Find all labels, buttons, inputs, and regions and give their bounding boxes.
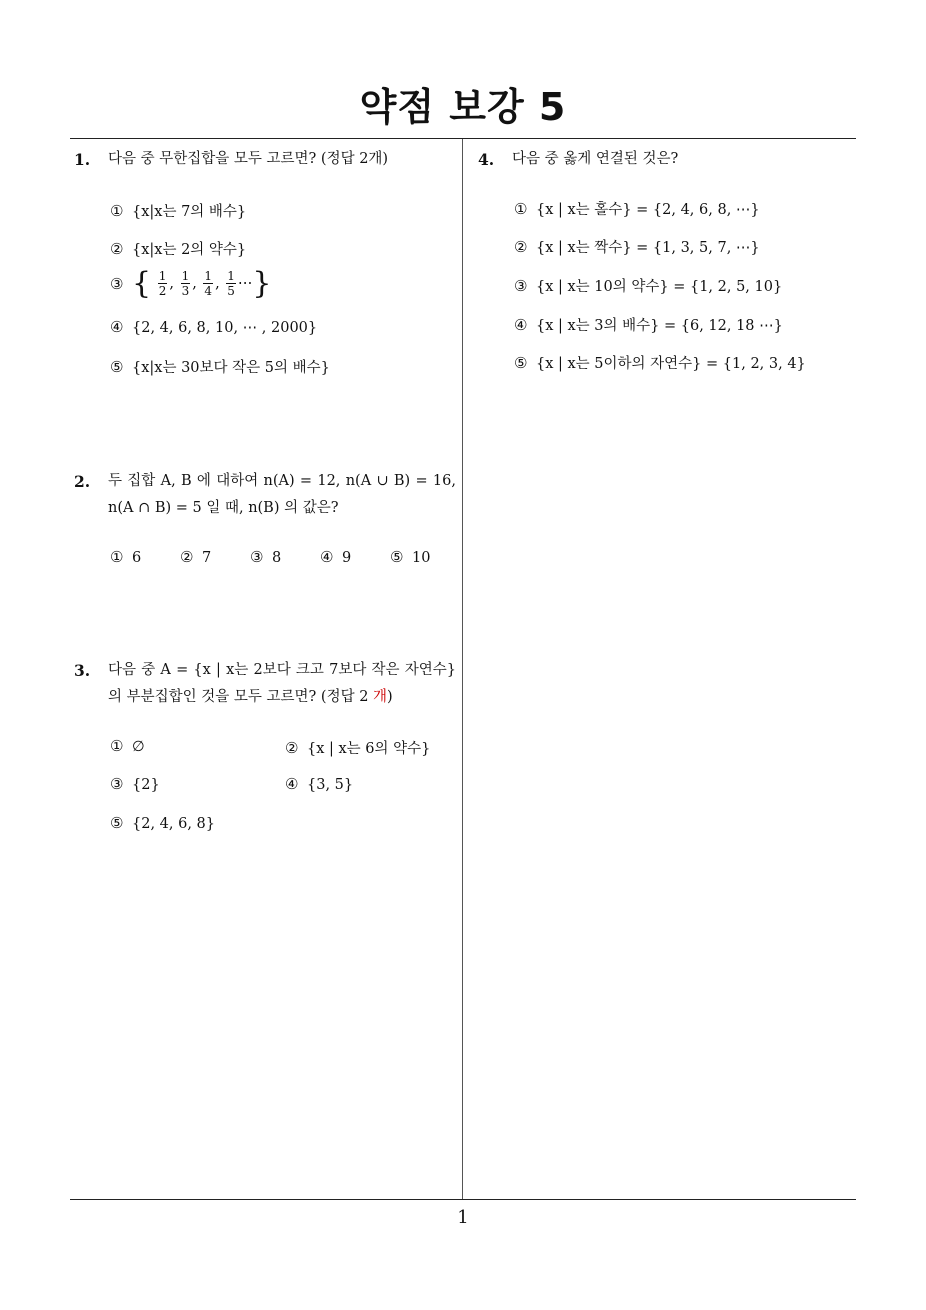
denominator: 3 bbox=[181, 284, 190, 298]
numerator: 1 bbox=[204, 269, 213, 283]
question-1 bbox=[74, 146, 458, 173]
q2-option-2[interactable] bbox=[180, 548, 211, 566]
q3-option-5[interactable] bbox=[110, 814, 215, 832]
option-mark: ⑤ bbox=[390, 548, 404, 566]
separator: , bbox=[192, 275, 197, 292]
top-rule bbox=[70, 138, 856, 139]
option-mark: ② bbox=[110, 240, 124, 258]
option-mark: ④ bbox=[110, 318, 124, 336]
question-text: 다음 중 옳게 연결된 것은? bbox=[512, 151, 679, 167]
fraction bbox=[203, 269, 213, 298]
option-mark: ④ bbox=[320, 548, 334, 566]
option-mark: ③ bbox=[250, 548, 264, 566]
option-mark: ⑤ bbox=[110, 358, 124, 376]
option-mark: ① bbox=[110, 202, 124, 220]
q1-option-3[interactable] bbox=[110, 266, 272, 301]
q3-option-4[interactable] bbox=[285, 775, 353, 793]
q2-option-5[interactable] bbox=[390, 548, 430, 566]
option-text: 8 bbox=[272, 550, 282, 566]
page-title: 약점 보강 5 bbox=[359, 85, 567, 129]
brace-close: } bbox=[252, 266, 272, 301]
fraction bbox=[158, 269, 168, 298]
question-text: 두 집합 A, B 에 대하여 n(A) = 12, n(A ∪ B) = 16, n(A ∩ B) = 5 일 때, n(B) 의 값은? bbox=[108, 473, 456, 516]
option-text: {x | x는 3의 배수} = {6, 12, 18 ⋯} bbox=[536, 318, 783, 334]
option-text: {x | x는 홀수} = {2, 4, 6, 8, ⋯} bbox=[536, 202, 760, 218]
option-text: {x | x는 5이하의 자연수} = {1, 2, 3, 4} bbox=[536, 356, 806, 372]
option-text: {x|x는 7의 배수} bbox=[132, 204, 247, 220]
option-mark: ② bbox=[180, 548, 194, 566]
q2-option-3[interactable] bbox=[250, 548, 281, 566]
option-mark: ③ bbox=[514, 277, 528, 295]
question-number: 4. bbox=[478, 150, 495, 169]
option-mark: ② bbox=[285, 739, 299, 757]
option-text: {x | x는 6의 약수} bbox=[307, 741, 431, 757]
q4-option-4[interactable] bbox=[514, 314, 783, 335]
question-3 bbox=[74, 657, 456, 711]
option-mark: ⑤ bbox=[514, 354, 528, 372]
separator: , bbox=[215, 275, 220, 292]
question-4 bbox=[478, 146, 858, 173]
option-mark: ④ bbox=[285, 775, 299, 793]
numerator: 1 bbox=[158, 269, 167, 283]
q4-option-5[interactable] bbox=[514, 352, 806, 373]
question-text: 다음 중 무한집합을 모두 고르면? (정답 2개) bbox=[108, 151, 389, 167]
separator: , bbox=[169, 275, 174, 292]
question-number: 1. bbox=[74, 150, 91, 169]
q4-option-1[interactable] bbox=[514, 198, 760, 219]
option-text: 6 bbox=[132, 550, 142, 566]
highlighted-text: 개 bbox=[373, 689, 388, 705]
denominator: 5 bbox=[227, 284, 235, 298]
option-mark: ① bbox=[110, 548, 124, 566]
denominator: 2 bbox=[158, 284, 167, 298]
option-text: {x|x는 2의 약수} bbox=[132, 242, 247, 258]
q2-option-4[interactable] bbox=[320, 548, 351, 566]
q1-option-4[interactable] bbox=[110, 318, 317, 336]
option-mark: ① bbox=[514, 200, 528, 218]
option-mark: ② bbox=[514, 238, 528, 256]
q1-option-2[interactable] bbox=[110, 238, 246, 259]
question-text-end: ) bbox=[387, 689, 393, 705]
q3-option-3[interactable] bbox=[110, 775, 160, 793]
fraction bbox=[181, 269, 191, 298]
q4-option-3[interactable] bbox=[514, 275, 782, 296]
column-divider bbox=[462, 139, 463, 1200]
fraction bbox=[226, 269, 236, 298]
option-mark: ③ bbox=[110, 274, 124, 293]
option-mark: ③ bbox=[110, 775, 124, 793]
q3-option-1[interactable] bbox=[110, 737, 145, 755]
option-text: {2, 4, 6, 8, 10, ⋯ , 2000} bbox=[132, 320, 318, 336]
option-mark: ① bbox=[110, 737, 124, 755]
option-text: ∅ bbox=[132, 739, 145, 755]
option-mark: ⑤ bbox=[110, 814, 124, 832]
option-text: 9 bbox=[342, 550, 352, 566]
brace-open: { bbox=[132, 266, 152, 301]
question-text-main: 다음 중 A = {x | x는 2보다 크고 7보다 작은 자연수} 의 부분집합인 것을 모두 고르면? (정답 2 bbox=[108, 662, 456, 705]
option-text: 7 bbox=[202, 550, 212, 566]
q1-option-1[interactable] bbox=[110, 200, 246, 221]
numerator: 1 bbox=[181, 269, 190, 283]
bottom-rule bbox=[70, 1199, 856, 1200]
option-text: {2, 4, 6, 8} bbox=[132, 816, 216, 832]
option-text: 10 bbox=[412, 550, 431, 566]
q3-option-2[interactable] bbox=[285, 737, 430, 758]
question-number: 3. bbox=[74, 661, 91, 680]
separator: ⋯ bbox=[237, 275, 253, 292]
question-2 bbox=[74, 468, 456, 522]
q1-option-5[interactable] bbox=[110, 356, 330, 377]
q4-option-2[interactable] bbox=[514, 236, 760, 257]
option-text: {2} bbox=[132, 777, 160, 793]
denominator: 4 bbox=[204, 284, 213, 298]
option-text: {3, 5} bbox=[307, 777, 354, 793]
q2-option-1[interactable] bbox=[110, 548, 141, 566]
option-mark: ④ bbox=[514, 316, 528, 334]
page-number: 1 bbox=[457, 1207, 469, 1228]
option-text: {x|x는 30보다 작은 5의 배수} bbox=[132, 360, 330, 376]
question-number: 2. bbox=[74, 472, 91, 491]
option-text: {x | x는 10의 약수} = {1, 2, 5, 10} bbox=[536, 279, 783, 295]
question-text bbox=[108, 657, 456, 711]
numerator: 1 bbox=[227, 269, 235, 283]
option-text: {x | x는 짝수} = {1, 3, 5, 7, ⋯} bbox=[536, 240, 760, 256]
